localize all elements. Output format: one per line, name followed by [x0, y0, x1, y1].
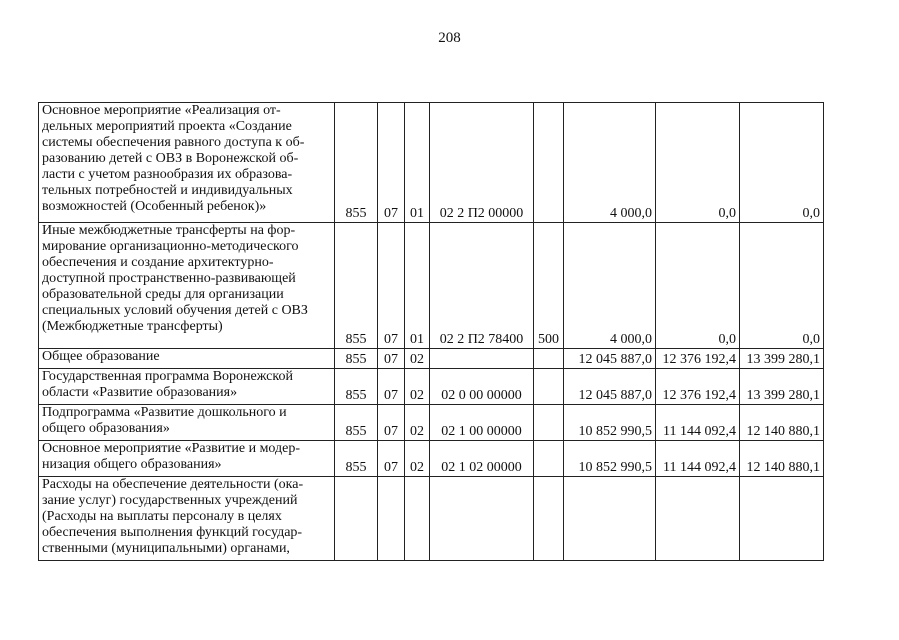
razdel-cell: 07 [378, 369, 405, 405]
sum-year-2-cell: 11 144 092,4 [656, 405, 740, 441]
row-name-line: доступной пространственно-развивающей [42, 271, 296, 286]
vedomstvo-cell: 855 [335, 441, 378, 477]
row-name-line: области «Развитие образования» [42, 385, 238, 400]
target-article-cell: 02 1 00 00000 [430, 405, 534, 441]
table-row [39, 369, 824, 405]
row-name-line: разованию детей с ОВЗ в Воронежской об- [42, 151, 299, 166]
podrazdel-cell: 02 [405, 369, 430, 405]
razdel-cell: 07 [378, 349, 405, 369]
row-name-line: специальных условий обучения детей с ОВЗ [42, 303, 308, 318]
row-name-line: Государственная программа Воронежской [42, 369, 293, 384]
expense-type-cell [534, 441, 564, 477]
sum-year-2-cell: 12 376 192,4 [656, 369, 740, 405]
podrazdel-cell: 01 [405, 223, 430, 349]
table-body [39, 103, 824, 561]
row-name-line: обеспечения выполнения функций государ- [42, 525, 303, 540]
razdel-cell: 07 [378, 223, 405, 349]
sum-year-1-cell: 12 045 887,0 [564, 369, 656, 405]
vedomstvo-cell: 855 [335, 349, 378, 369]
sum-year-1-cell [564, 477, 656, 561]
sum-year-3-cell: 13 399 280,1 [740, 369, 824, 405]
row-name-cell [39, 103, 335, 223]
row-name-line: общего образования» [42, 421, 170, 436]
sum-year-1-cell: 12 045 887,0 [564, 349, 656, 369]
expense-type-cell [534, 405, 564, 441]
podrazdel-cell [405, 477, 430, 561]
table-row [39, 477, 824, 561]
target-article-cell: 02 2 П2 78400 [430, 223, 534, 349]
row-name-line: системы обеспечения равного доступа к об- [42, 135, 305, 150]
row-name-line: Общее образование [42, 349, 160, 364]
razdel-cell: 07 [378, 441, 405, 477]
row-name-cell [39, 349, 335, 369]
budget-table [38, 102, 824, 561]
row-name-cell [39, 405, 335, 441]
row-name-line: Расходы на обеспечение деятельности (ока- [42, 477, 304, 492]
target-article-cell [430, 477, 534, 561]
expense-type-cell [534, 477, 564, 561]
row-name-line: Основное мероприятие «Развитие и модер- [42, 441, 301, 456]
podrazdel-cell: 02 [405, 349, 430, 369]
sum-year-2-cell [656, 477, 740, 561]
sum-year-2-cell: 0,0 [656, 223, 740, 349]
target-article-cell: 02 0 00 00000 [430, 369, 534, 405]
row-name-line: Иные межбюджетные трансферты на фор- [42, 223, 296, 238]
sum-year-1-cell: 10 852 990,5 [564, 405, 656, 441]
podrazdel-cell: 01 [405, 103, 430, 223]
row-name-line: зание услуг) государственных учреждений [42, 493, 298, 508]
sum-year-3-cell [740, 477, 824, 561]
sum-year-2-cell: 12 376 192,4 [656, 349, 740, 369]
row-name-line: ственными (муниципальными) органами, [42, 541, 290, 556]
table-row [39, 223, 824, 349]
sum-year-3-cell: 0,0 [740, 223, 824, 349]
vedomstvo-cell: 855 [335, 405, 378, 441]
row-name-line: образовательной среды для организации [42, 287, 284, 302]
row-name-cell [39, 477, 335, 561]
podrazdel-cell: 02 [405, 441, 430, 477]
row-name-line: ласти с учетом разнообразия их образова- [42, 167, 293, 182]
row-name-line: мирование организационно-методического [42, 239, 299, 254]
sum-year-1-cell: 10 852 990,5 [564, 441, 656, 477]
page-number: 208 [438, 30, 461, 46]
razdel-cell: 07 [378, 405, 405, 441]
row-name-line: (Расходы на выплаты персоналу в целях [42, 509, 282, 524]
sum-year-1-cell: 4 000,0 [564, 103, 656, 223]
row-name-cell [39, 441, 335, 477]
vedomstvo-cell [335, 477, 378, 561]
sum-year-2-cell: 11 144 092,4 [656, 441, 740, 477]
row-name-line: обеспечения и создание архитектурно- [42, 255, 274, 270]
vedomstvo-cell: 855 [335, 103, 378, 223]
podrazdel-cell: 02 [405, 405, 430, 441]
expense-type-cell [534, 349, 564, 369]
row-name-line: возможностей (Особенный ребенок)» [42, 199, 267, 214]
sum-year-3-cell: 12 140 880,1 [740, 441, 824, 477]
sum-year-2-cell: 0,0 [656, 103, 740, 223]
table-row [39, 441, 824, 477]
table-row [39, 405, 824, 441]
row-name-line: тельных потребностей и индивидуальных [42, 183, 293, 198]
row-name-cell [39, 369, 335, 405]
sum-year-3-cell: 13 399 280,1 [740, 349, 824, 369]
sum-year-3-cell: 12 140 880,1 [740, 405, 824, 441]
sum-year-3-cell: 0,0 [740, 103, 824, 223]
expense-type-cell: 500 [534, 223, 564, 349]
target-article-cell: 02 2 П2 00000 [430, 103, 534, 223]
razdel-cell: 07 [378, 103, 405, 223]
row-name-line: Подпрограмма «Развитие дошкольного и [42, 405, 287, 420]
target-article-cell: 02 1 02 00000 [430, 441, 534, 477]
table-row [39, 103, 824, 223]
row-name-line: (Межбюджетные трансферты) [42, 319, 223, 334]
row-name-cell [39, 223, 335, 349]
razdel-cell [378, 477, 405, 561]
table-row [39, 349, 824, 369]
expense-type-cell [534, 103, 564, 223]
row-name-line: низация общего образования» [42, 457, 222, 472]
target-article-cell [430, 349, 534, 369]
row-name-line: Основное мероприятие «Реализация от- [42, 103, 281, 118]
row-name-line: дельных мероприятий проекта «Создание [42, 119, 292, 134]
expense-type-cell [534, 369, 564, 405]
vedomstvo-cell: 855 [335, 369, 378, 405]
sum-year-1-cell: 4 000,0 [564, 223, 656, 349]
vedomstvo-cell: 855 [335, 223, 378, 349]
